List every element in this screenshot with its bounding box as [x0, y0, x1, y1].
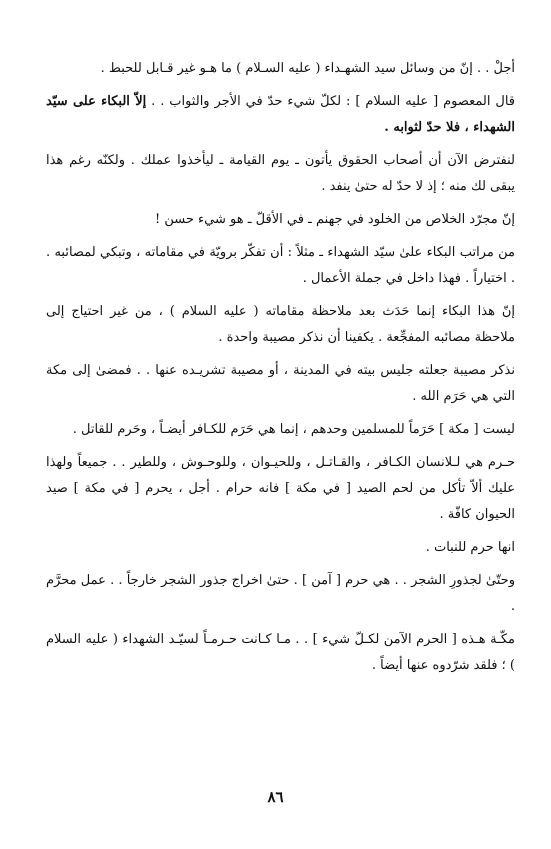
- paragraph-text: حـرم هي لـلانسان الكـافر ، والقـاتـل ، وللحيـوان ، وللوحـوش ، وللطير . . جميعاً ولهذا عليك ألاّ تأكل من لحم الصيد [ في مكة ] فانه حرام . أجل ، يحرم [ في مكة ] صيد الحيوان كافّة .: [46, 455, 515, 522]
- paragraph-text: إنّ مجرّد الخلاص من الخلود في جهنم ـ في الأقلّ ـ هو شيء حسن !: [155, 212, 515, 227]
- paragraph: [46, 240, 515, 292]
- paragraph-text: انها حرم للنبات .: [425, 540, 515, 555]
- paragraph: [46, 535, 515, 561]
- paragraph: [46, 417, 515, 443]
- paragraph: [46, 89, 515, 141]
- paragraph-text: أجلْ . . إنّ من وسائل سيد الشهـداء ( عليه السـلام ) ما هـو غير قـابل للحبط .: [100, 61, 515, 76]
- body-text: [46, 56, 515, 686]
- paragraph-text: مكّـة هـذه [ الحرم الآمن لكـلّ شيء ] . . مـا كـانت حـرمـاً لسيّـد الشهداء ( عليه السلام ) ؛ فلقد شرّدوه عنها أيضاً .: [46, 632, 515, 673]
- paragraph-text: ليست [ مكة ] حَرَماً للمسلمين وحدهم ، إنما هي حَرَم للكـافر أيضـاً ، وحَرم للقاتل .: [72, 422, 515, 437]
- paragraph: [46, 207, 515, 233]
- page-number: ٨٦: [267, 788, 284, 806]
- paragraph-text: إنّ هذا البكاء إنما حَدَث بعد ملاحظة مقاماته ( عليه السلام ) ، من غير احتياج إلى ملاحظة مصائبه المفجِّعة . يكفينا أن نذكر مصيبة واحدة .: [46, 304, 515, 345]
- paragraph: [46, 568, 515, 620]
- paragraph-text: وحتّىٰ لجذورِ الشجر . . هي حرم [ آمن ] . حتىٰ اخراج جذور الشجر خارجاً . . عمل محرَّم .: [46, 573, 515, 614]
- paragraph: [46, 56, 515, 82]
- paragraph-text: قال المعصوم [ عليه السلام ] : لكلّ شيء حدّ في الأجر والثواب . .: [146, 94, 515, 109]
- emphasized-text: إلاّ البكاء على سيّد الشهداء ، فلا حدّ لثوابه .: [46, 94, 515, 135]
- paragraph: [46, 148, 515, 200]
- paragraph-text: لنفترض الآن أن أصحاب الحقوق يأتون ـ يوم القيامة ـ ليأخذوا عملك . ولكنّه رغم هذا يبقى لك منه ؛ إذ لا حدّ له حتىٰ ينفد .: [46, 153, 515, 194]
- paragraph-text: نذكر مصيبة جعلته جليس بيته في المدينة ، أو مصيبة تشريـده عنها . . فمضىٰ إلى مكة التي هي حَرَم الله .: [46, 363, 515, 404]
- paragraph: [46, 358, 515, 410]
- paragraph: [46, 299, 515, 351]
- paragraph-text: من مراتب البكاء علىٰ سيّد الشهداء ـ مثلاً : أن تفكّر برويّة في مقاماته ، وتبكي لمصائبه . . اختياراً . فهذا داخل في جملة الأعمال .: [46, 245, 515, 286]
- paragraph: [46, 627, 515, 679]
- paragraph: [46, 450, 515, 528]
